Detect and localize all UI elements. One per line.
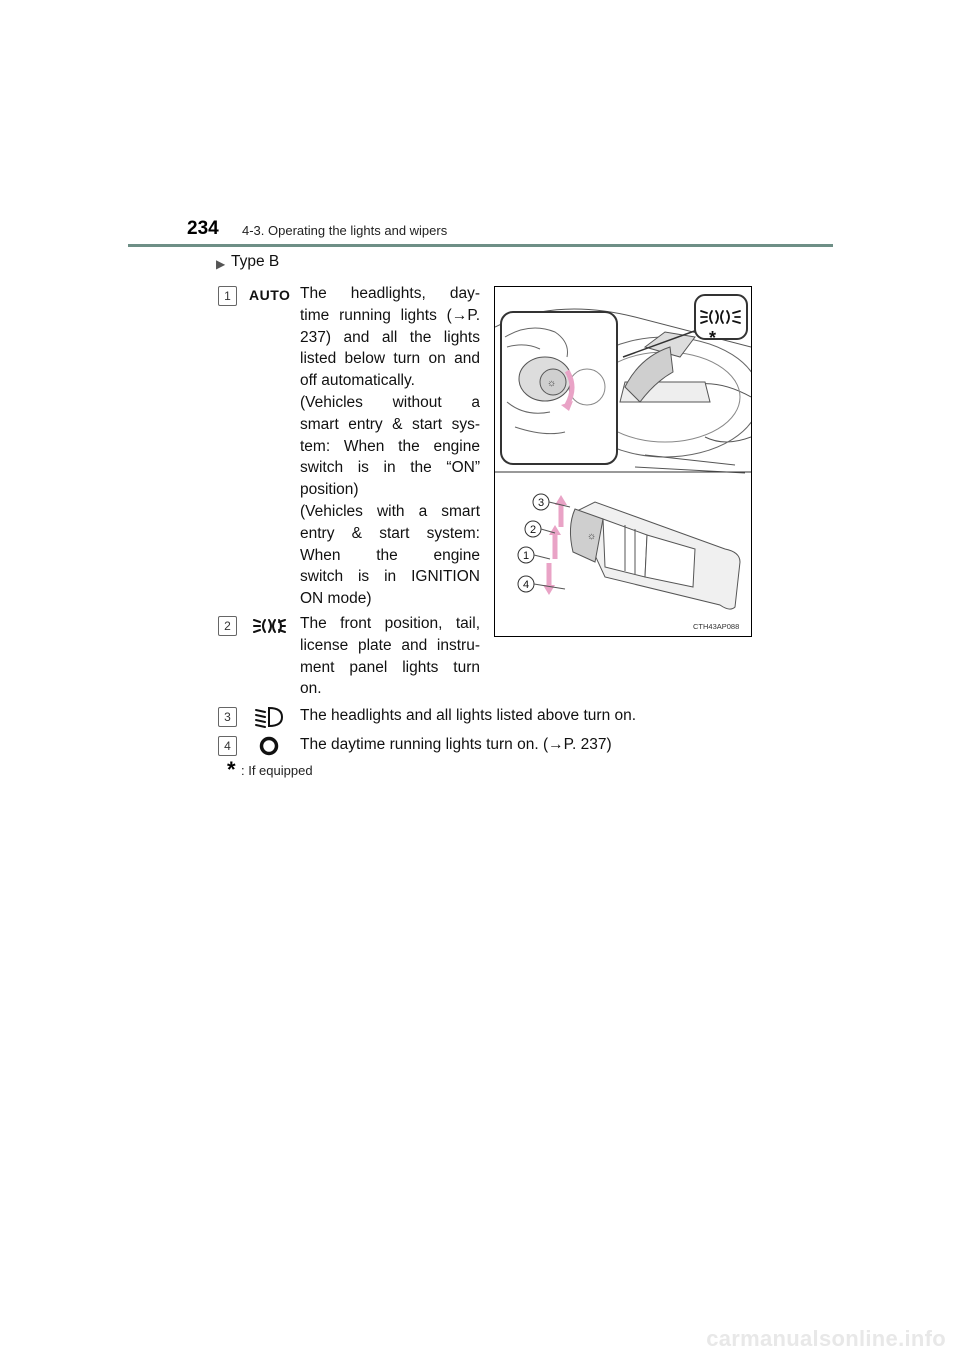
item-1-line: position) — [300, 481, 359, 499]
item-number-1: 1 — [218, 286, 237, 306]
item-1-line: 237) and all the lights — [300, 328, 480, 346]
daytime-running-light-icon — [258, 735, 280, 762]
item-1-line: time running lights (→P. — [300, 306, 480, 324]
footnote-star: * — [227, 757, 236, 782]
item-1-text — [300, 283, 480, 610]
type-label: Type B — [231, 253, 280, 270]
item-1-line: switch is in IGNITION — [300, 568, 480, 586]
item-1-line: switch is in the “ON” — [300, 459, 480, 477]
footnote-text: : If equipped — [241, 763, 313, 778]
item-1-line: (Vehicles without a — [300, 393, 480, 411]
auto-text-icon: AUTO — [249, 287, 291, 303]
item-2-line: ment panel lights turn — [300, 658, 480, 676]
tail-lights-icon — [252, 614, 288, 643]
figure-asterisk: * — [709, 328, 717, 348]
item-2-line: on. — [300, 680, 322, 698]
item-1-line: When the engine — [300, 546, 480, 564]
item-1-line: tem: When the engine — [300, 437, 480, 455]
item-1-line: The headlights, day- — [300, 285, 480, 302]
headlight-switch-illustration — [494, 286, 752, 637]
item-3-text: The headlights and all lights listed above turn on. — [300, 707, 637, 724]
item-2-line: The front position, tail, — [300, 615, 480, 632]
item-1-line: entry & start system: — [300, 524, 480, 542]
item-1-line: smart entry & start sys- — [300, 415, 480, 433]
svg-text:☼: ☼ — [587, 531, 597, 542]
type-arrow-icon: ▶ — [216, 257, 226, 271]
svg-text:☼: ☼ — [547, 378, 557, 389]
header-rule — [128, 244, 833, 247]
figure-code: CTH43AP088 — [693, 622, 740, 631]
figure-callout-2: 2 — [529, 524, 537, 536]
item-4-text: The daytime running lights turn on. (→P. 237) — [300, 736, 612, 753]
watermark: carmanualsonline.info — [706, 1326, 946, 1351]
section-title: 4-3. Operating the lights and wipers — [242, 223, 448, 238]
figure-callout-4: 4 — [522, 579, 530, 591]
item-2-line: license plate and instru- — [300, 636, 480, 654]
item-1-line: ON mode) — [300, 590, 372, 608]
headlight-low-beam-icon — [254, 705, 284, 734]
item-number-4: 4 — [218, 736, 237, 756]
item-number-3: 3 — [218, 707, 237, 727]
figure-callout-3: 3 — [537, 497, 545, 509]
page-number: 234 — [187, 218, 219, 239]
item-1-line: listed below turn on and — [300, 350, 480, 368]
item-number-2: 2 — [218, 616, 237, 636]
item-2-text — [300, 613, 480, 700]
item-1-line: off automatically. — [300, 372, 415, 390]
item-1-line: (Vehicles with a smart — [300, 502, 480, 520]
figure-callout-1: 1 — [522, 550, 530, 562]
